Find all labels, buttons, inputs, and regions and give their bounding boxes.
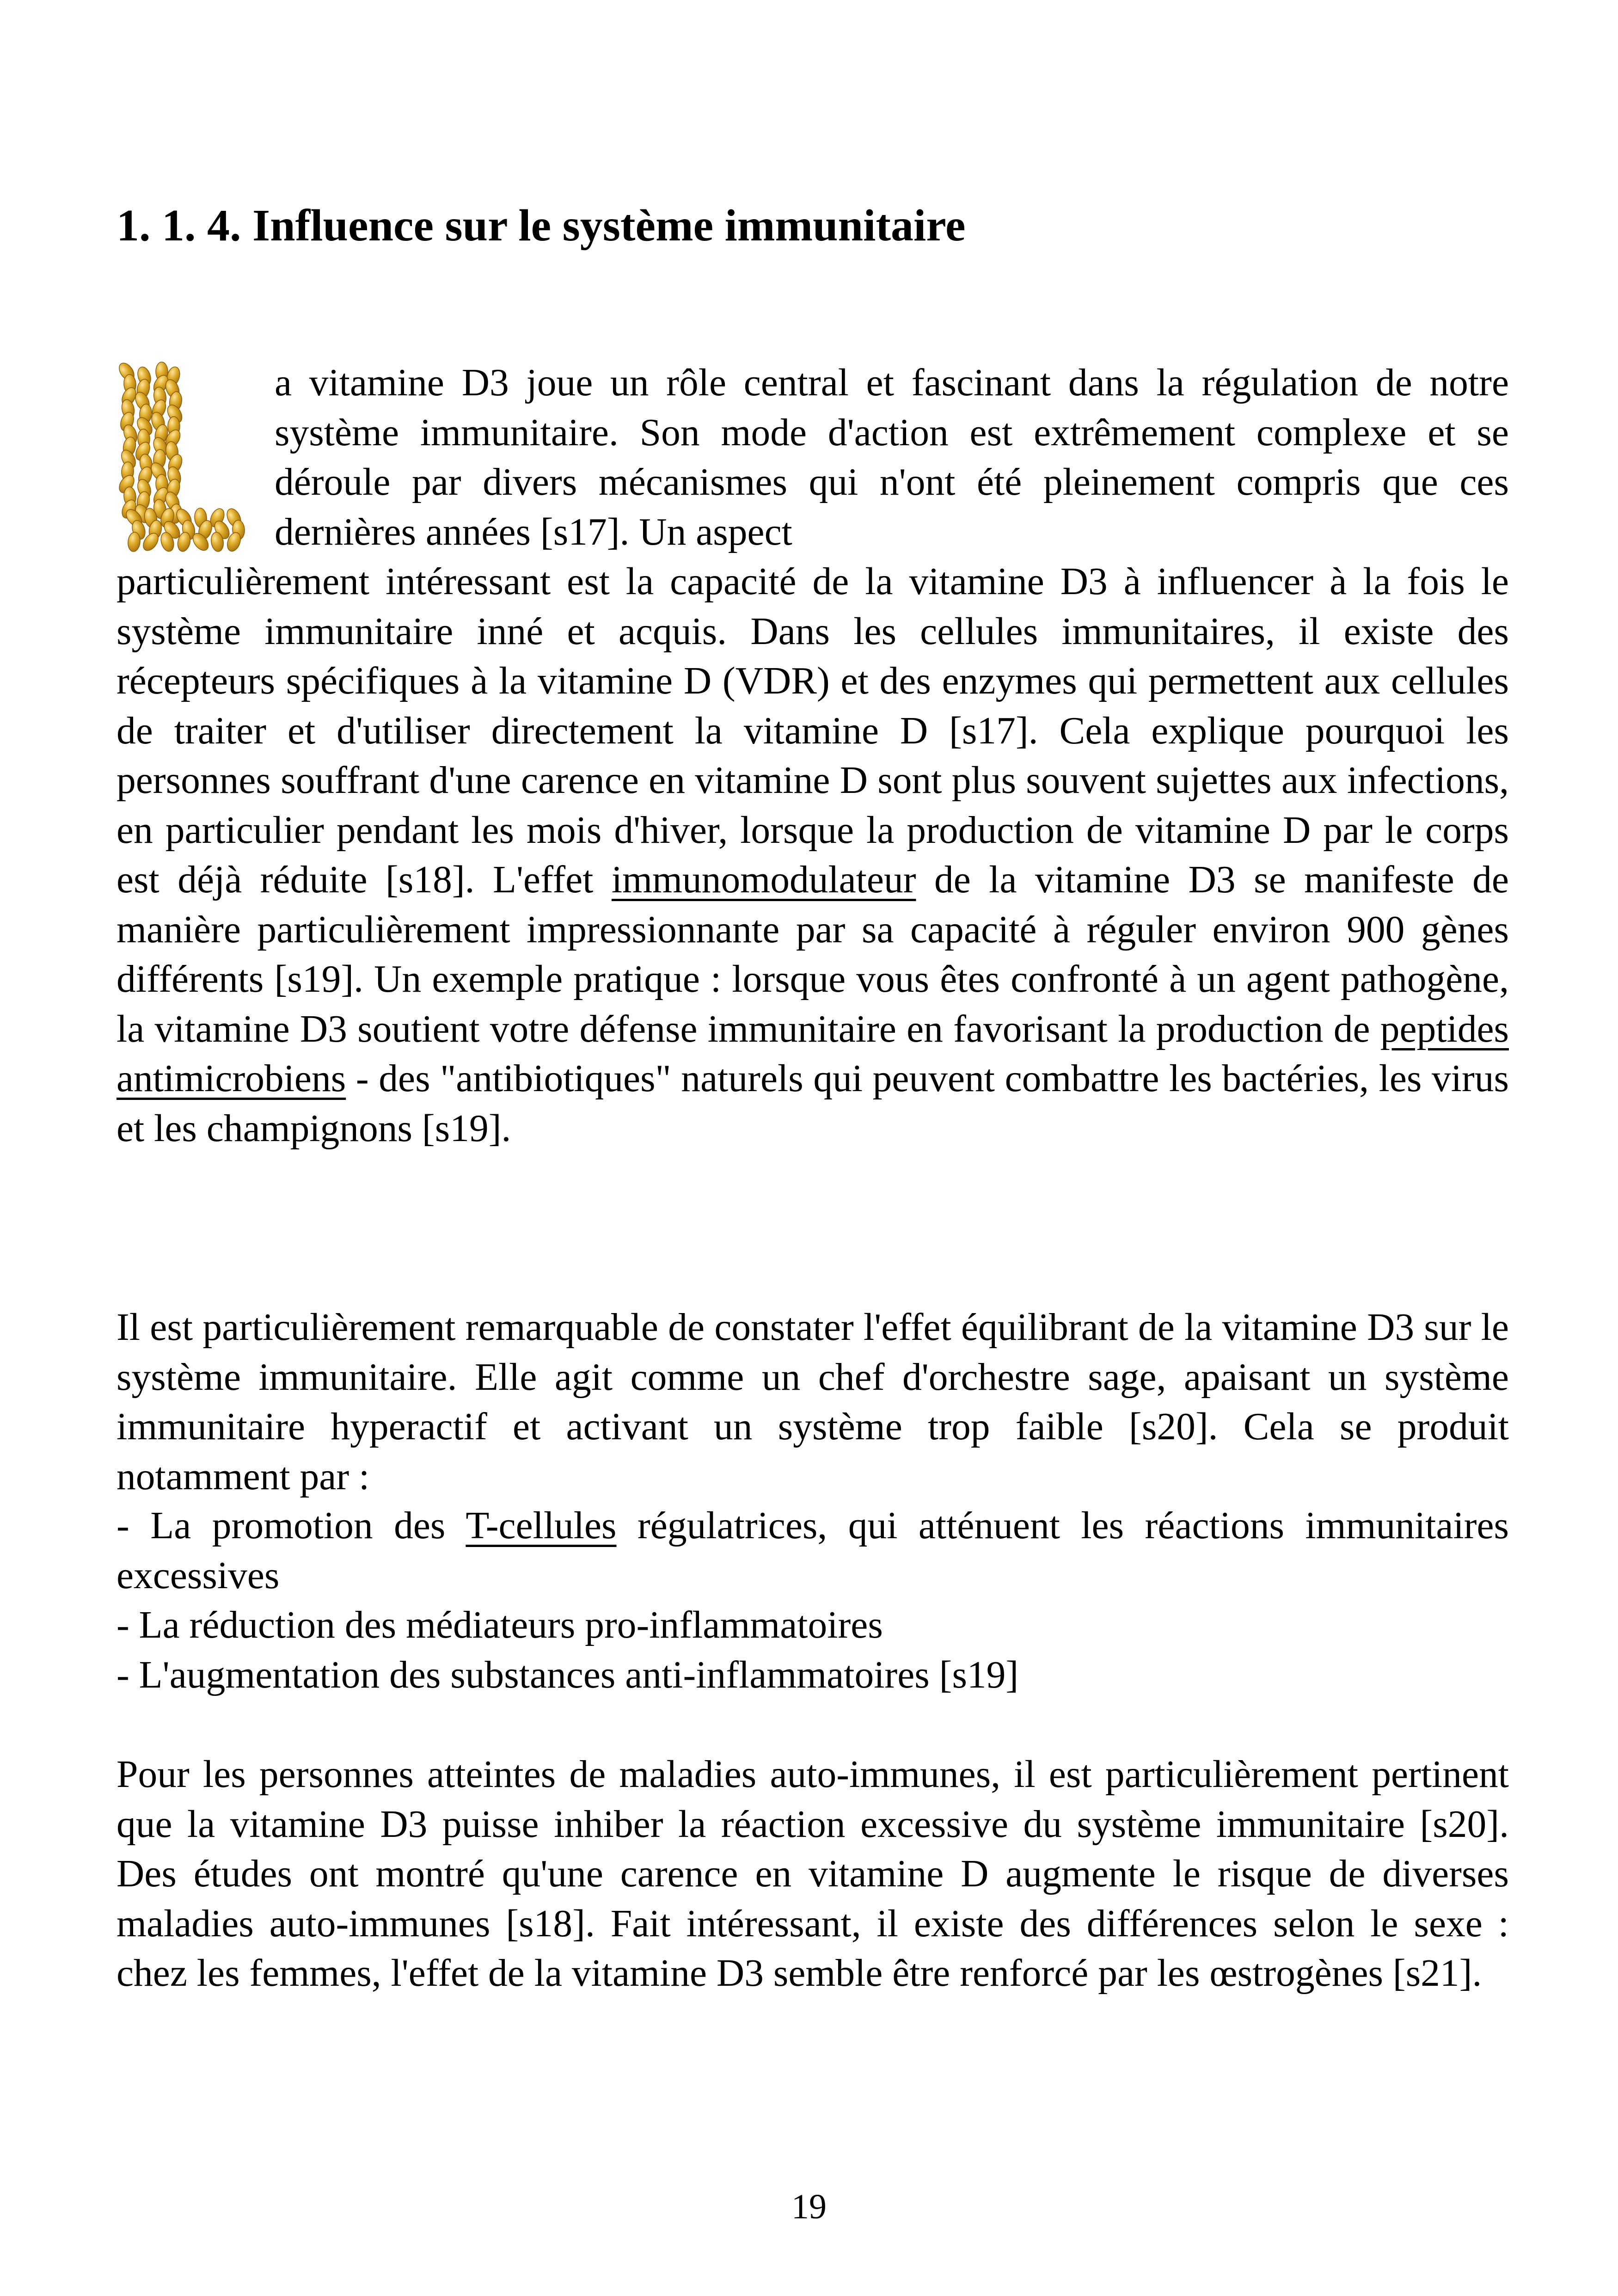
link-t-cellules[interactable]: T-cellules xyxy=(466,1504,617,1547)
paragraph-1-continuation xyxy=(116,557,1509,1154)
paragraph-1-opening-text: a vitamine D3 joue un rôle central et fascinant dans la régulation de notre système immunitaire. Son mode d'action est extrêmement complexe et se déroule par divers mécanismes qui n'ont été pleinement compris que ces dernières années [s17]. Un aspect xyxy=(275,362,1509,553)
link-peptides-antimicrobiens[interactable]: peptides antimicrobiens xyxy=(116,1007,1509,1100)
paragraph-1-opening xyxy=(275,358,1509,557)
mechanism-list xyxy=(116,1501,1509,1700)
paragraph-1-text-c: - des "antibiotiques" naturels qui peuvent combattre les bactéries, les virus et les champignons [s19]. xyxy=(116,1057,1509,1150)
page-number: 19 xyxy=(791,2187,827,2226)
capsule-shape xyxy=(127,532,141,552)
paragraph-2: Il est particulièrement remarquable de constater l'effet équilibrant de la vitamine D3 sur le système immunitaire. Elle agit comme un chef d'orchestre sage, apaisant un système immunitaire hyperactif et activant un système trop faible [s20]. Cela se produit notamment par : xyxy=(116,1306,1509,1498)
paragraph-1-text-a: particulièrement intéressant est la capacité de la vitamine D3 à influencer à la fois le système immunitaire inné et acquis. Dans les cellules immunitaires, il existe des récepteurs spécifiques à la vitamine D (VDR) et des enzymes qui permettent aux cellules de traiter et d'utiliser directement la vitamine D [s17]. Cela explique pourquoi les personnes souffrant d'une carence en vitamine D sont plus souvent sujettes aux infections, en particulier pendant les mois d'hiver, lorsque la production de vitamine D par le corps est déjà réduite [s18]. L'effet xyxy=(116,560,1509,901)
list-item-1-pre: - La promotion des xyxy=(116,1504,466,1547)
list-item: - La réduction des médiateurs pro-inflammatoires xyxy=(116,1604,883,1646)
list-item-1-post: régulatrices, qui atténuent les réactions immunitaires excessives xyxy=(116,1504,1509,1597)
dropcap-letter-l-icon xyxy=(116,361,259,555)
list-item: - L'augmentation des substances anti-inflammatoires [s19] xyxy=(116,1653,1019,1696)
paragraph-3: Pour les personnes atteintes de maladies auto-immunes, il est particulièrement pertinent que la vitamine D3 puisse inhiber la réaction excessive du système immunitaire [s20]. Des études ont montré qu'une carence en vitamine D augmente le risque de diverses maladies auto-immunes [s18]. Fait intéressant, il existe des différences selon le sexe : chez les femmes, l'effet de la vitamine D3 semble être renforcé par les œstrogènes [s21]. xyxy=(116,1753,1509,1995)
link-immunomodulateur[interactable]: immunomodulateur xyxy=(611,859,916,901)
list-item xyxy=(116,1501,1509,1601)
capsule-drop-cap-image xyxy=(116,361,259,555)
section-heading: 1. 1. 4. Influence sur le système immunitaire xyxy=(116,201,966,251)
paragraph-1-text-b: de la vitamine D3 se manifeste de manière particulièrement impressionnante par sa capacité à réguler environ 900 gènes différents [s19]. Un exemple pratique : lorsque vous êtes confronté à un agent pathogène, la vitamine D3 soutient votre défense immunitaire en favorisant la production de xyxy=(116,859,1509,1050)
